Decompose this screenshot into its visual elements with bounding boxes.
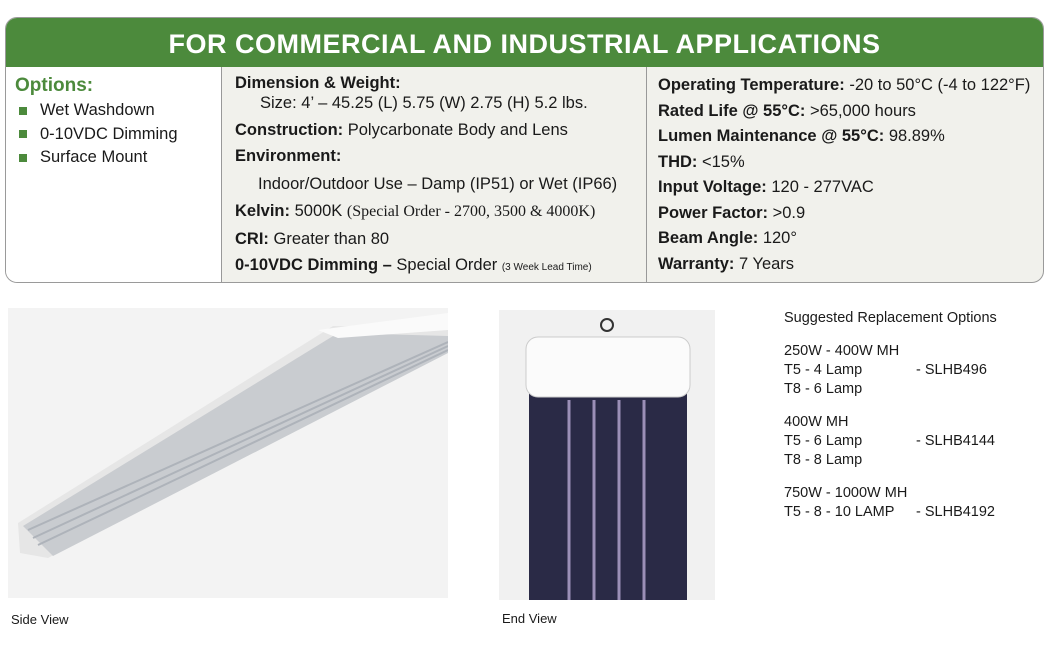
options-title: Options: bbox=[15, 75, 94, 96]
side-view-caption: Side View bbox=[11, 612, 69, 627]
bullet-icon bbox=[19, 107, 27, 115]
spec-right-row: THD: <15% bbox=[658, 152, 745, 171]
option-label: Wet Washdown bbox=[40, 101, 155, 119]
end-view-image bbox=[499, 310, 715, 600]
side-view-image bbox=[8, 308, 448, 598]
replacement-options bbox=[784, 309, 997, 522]
replacement-group: 250W - 400W MH T5 - 4 Lamp - SLHB496 T8 - 6 Lamp bbox=[784, 343, 987, 397]
bullet-icon bbox=[19, 130, 27, 138]
spec-right-row: Rated Life @ 55°C: >65,000 hours bbox=[658, 101, 916, 120]
replacement-title: Suggested Replacement Options bbox=[784, 310, 997, 326]
options-column bbox=[6, 67, 221, 282]
spec-dimming: 0-10VDC Dimming – Special Order (3 Week Lead Time) bbox=[235, 255, 592, 274]
bullet-icon bbox=[19, 154, 27, 162]
spec-right-row: Input Voltage: 120 - 277VAC bbox=[658, 178, 874, 196]
spec-dimension: Dimension & Weight: bbox=[235, 74, 401, 92]
option-label: Surface Mount bbox=[40, 148, 148, 166]
specs-middle bbox=[221, 67, 646, 282]
option-item bbox=[15, 123, 221, 147]
spec-cri: CRI: Greater than 80 bbox=[235, 229, 390, 248]
specs-right bbox=[646, 67, 1043, 282]
spec-kelvin: Kelvin: 5000K (Special Order - 2700, 3500 & 4000K) bbox=[235, 202, 596, 220]
end-view-caption: End View bbox=[502, 611, 557, 626]
option-item bbox=[15, 146, 221, 170]
spec-dimension-value: Size: 4’ – 45.25 (L) 5.75 (W) 2.75 (H) 5.2 lbs. bbox=[260, 94, 588, 112]
spec-right-row: Operating Temperature: -20 to 50°C (-4 to 122°F) bbox=[658, 76, 1031, 94]
spec-right-row: Power Factor: >0.9 bbox=[658, 203, 806, 222]
spec-construction: Construction: Polycarbonate Body and Lens bbox=[235, 121, 568, 139]
option-label: 0-10VDC Dimming bbox=[40, 124, 178, 143]
spec-environment-value: Indoor/Outdoor Use – Damp (IP51) or Wet (IP66) bbox=[258, 175, 618, 193]
banner-title: FOR COMMERCIAL AND INDUSTRIAL APPLICATIONS bbox=[6, 18, 1043, 67]
spec-right-row: Warranty: 7 Years bbox=[658, 254, 795, 273]
option-item bbox=[15, 99, 221, 123]
replacement-group: 750W - 1000W MH T5 - 8 - 10 LAMP - SLHB4192 bbox=[784, 485, 995, 520]
spec-panel bbox=[5, 17, 1044, 283]
replacement-group: 400W MH T5 - 6 Lamp - SLHB4144 T8 - 8 Lamp bbox=[784, 414, 995, 468]
spec-right-row: Beam Angle: 120° bbox=[658, 229, 797, 247]
spec-environment: Environment: bbox=[235, 146, 342, 165]
spec-right-row: Lumen Maintenance @ 55°C: 98.89% bbox=[658, 127, 945, 145]
